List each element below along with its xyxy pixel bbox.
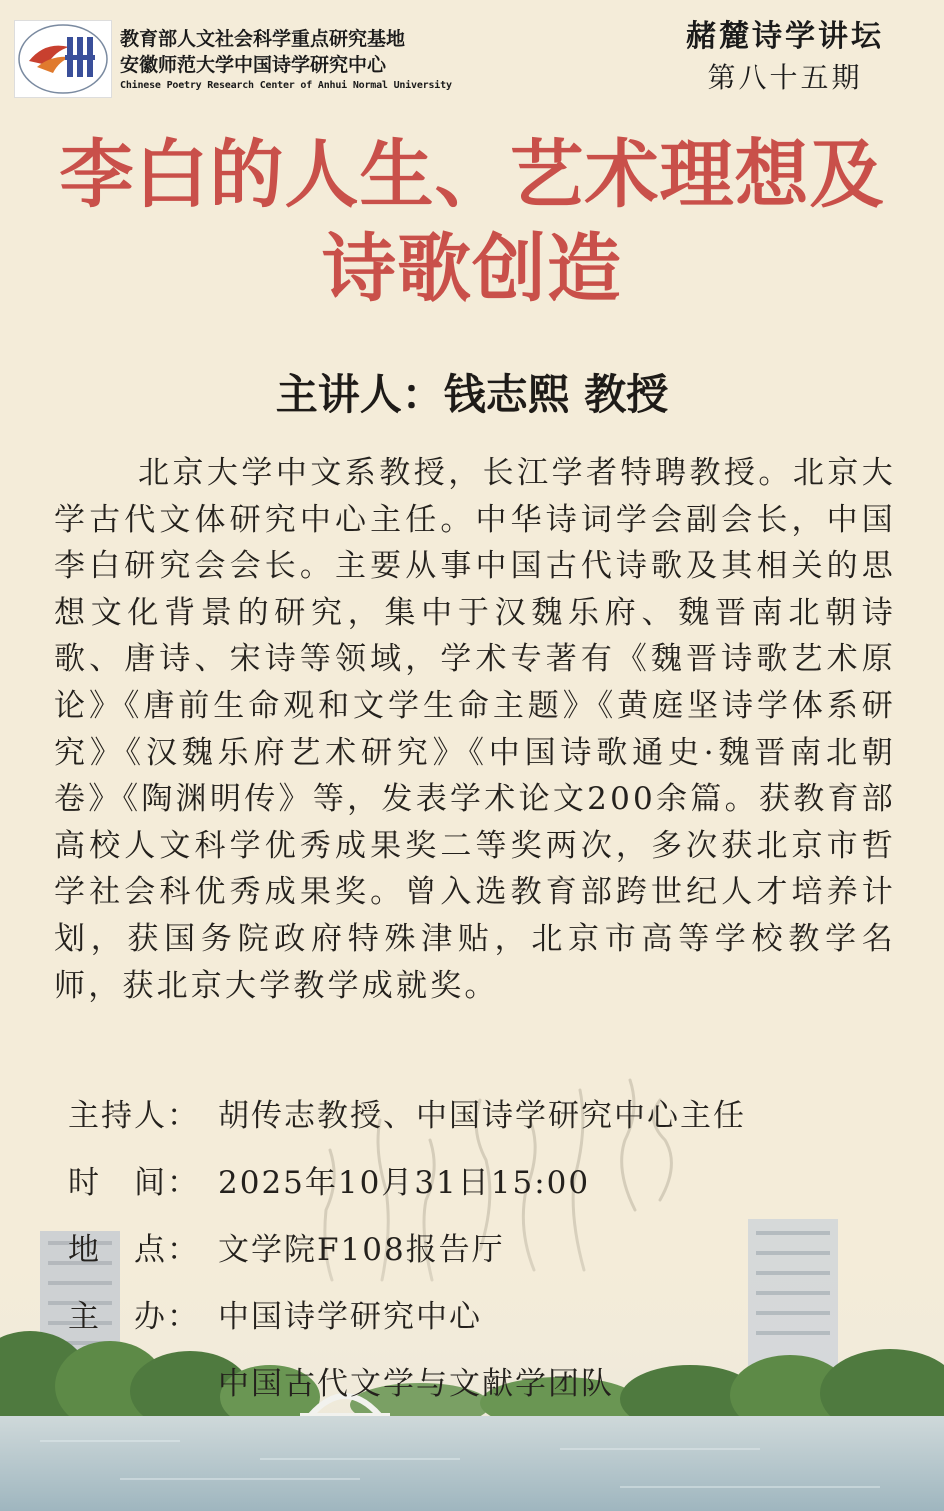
time-value: 2025年10月31日15:00 xyxy=(218,1165,591,1201)
organizer-row xyxy=(68,1284,746,1351)
host-label: 主持人： xyxy=(68,1098,200,1134)
institute-logo xyxy=(14,20,112,98)
issue-number: 第八十五期 xyxy=(707,61,863,94)
institute-line-2: 安徽师范大学中国诗学研究中心 xyxy=(120,54,387,76)
time-label: 时 间： xyxy=(68,1165,200,1201)
institute-block xyxy=(120,26,452,94)
organizer-value-1: 中国诗学研究中心 xyxy=(218,1299,482,1335)
lecture-series xyxy=(670,16,900,98)
lecture-title xyxy=(0,128,944,316)
organizer-row-2 xyxy=(68,1351,746,1418)
title-line-1: 李白的人生、艺术理想及 xyxy=(59,132,885,218)
series-name: 赭麓诗学讲坛 xyxy=(686,19,884,54)
organizer-value-2: 中国古代文学与文献学团队 xyxy=(218,1366,614,1402)
event-info xyxy=(68,1083,746,1418)
institute-line-1: 教育部人文社会科学重点研究基地 xyxy=(120,28,406,50)
place-row xyxy=(68,1217,746,1284)
research-center-emblem-icon xyxy=(15,21,111,97)
place-value: 文学院F108报告厅 xyxy=(218,1232,505,1268)
host-value: 胡传志教授、中国诗学研究中心主任 xyxy=(218,1098,746,1134)
time-row xyxy=(68,1150,746,1217)
host-row xyxy=(68,1083,746,1150)
lake-water xyxy=(0,1416,944,1511)
place-label: 地 点： xyxy=(68,1232,200,1268)
institute-english-name: Chinese Poetry Research Center of Anhui Normal University xyxy=(120,80,452,91)
speaker-heading: 主讲人：钱志熙 教授 xyxy=(275,370,669,419)
speaker-bio: 北京大学中文系教授，长江学者特聘教授。北京大学古代文体研究中心主任。中华诗词学会副会长，中国李白研究会会长。主要从事中国古代诗歌及其相关的思想文化背景的研究，集中于汉魏乐府、魏晋南北朝诗歌、唐诗、宋诗等领域，学术专著有《魏晋诗歌艺术原论》《唐前生命观和文学生命主题》《黄庭坚诗学体系研究》《汉魏乐府艺术研究》《中国诗歌通史·魏晋南北朝卷》《陶渊明传》等，发表学术论文200余篇。获教育部高校人文科学优秀成果奖二等奖两次，多次获北京市哲学社会科优秀成果奖。曾入选教育部跨世纪人才培养计划，获国务院政府特殊津贴，北京市高等学校教学名师，获北京大学教学成就奖。 xyxy=(54,455,896,1004)
organizer-label: 主 办： xyxy=(68,1299,200,1335)
title-line-2: 诗歌创造 xyxy=(322,226,622,312)
